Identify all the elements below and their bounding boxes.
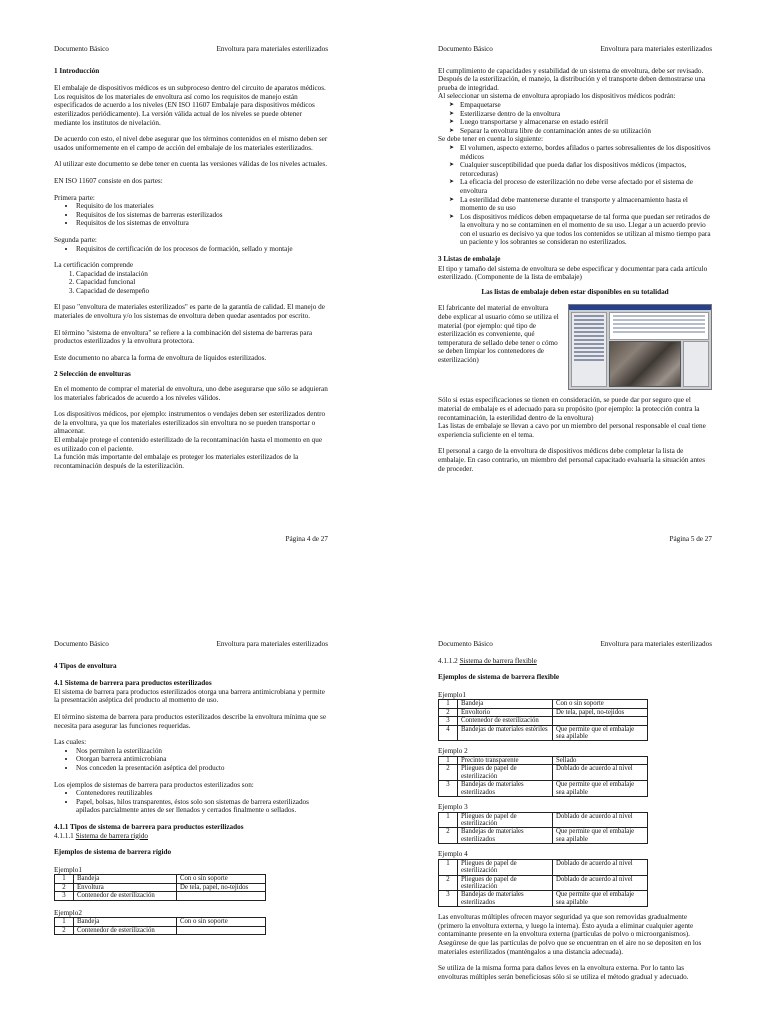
example-table xyxy=(54,874,266,900)
header-left: Documento Básico xyxy=(438,45,493,53)
heading-ejemplos-flexible: Ejemplos de sistema de barrera flexible xyxy=(438,673,560,682)
table-row xyxy=(55,875,266,883)
example-title: Ejemplo 2 xyxy=(438,747,468,756)
paragraph: En el momento de comprar el material de envoltura, uno debe asegurarse que sólo se adquieran los materiales fabricados de acuerdo a los niveles válidos. xyxy=(54,385,328,402)
part2-list xyxy=(54,245,328,254)
list-label: Segunda parte: xyxy=(54,235,97,244)
table-cell: Pliegues de papel de esterilización xyxy=(458,765,553,781)
header-right: Envoltura para materiales esterilizados xyxy=(216,640,328,648)
table-cell: 1 xyxy=(439,700,458,708)
list-item: ➤ La esterilidad debe mantenerse durante el transporte y almacenamiento hasta el momento de su uso xyxy=(460,196,712,213)
table-cell xyxy=(553,717,648,725)
paragraph: Se utiliza de la misma forma para daños leves en la envoltura externa. Por lo tanto las envolturas múltiples serán beneficiosas sólo si se utiliza el método gradual y adecuado. xyxy=(438,964,689,981)
table-cell: 3 xyxy=(55,892,74,900)
heading-text: Sistema de barrera rígido xyxy=(75,831,149,840)
centered-heading: Las listas de embalaje deben estar disponibles en su totalidad xyxy=(481,287,669,296)
list-item: • Contenedores reutilizables xyxy=(76,789,328,798)
table-cell: Bandejas de materiales esterilizados xyxy=(458,781,553,797)
heading-number: 4.1.1.2 xyxy=(438,656,460,665)
table-row xyxy=(439,765,648,781)
paragraph: Al seleccionar un sistema de envoltura apropiado los dispositivos médicos podrán: xyxy=(438,92,676,101)
heading-listas: 3 Listas de embalaje xyxy=(438,255,501,264)
paragraph: El término "sistema de envoltura" se refiere a la combinación del sistema de barreras para productos esterilizados y la envoltura protectora. xyxy=(54,328,313,346)
list-item: • Requisitos de certificación de los procesos de formación, sellado y montaje xyxy=(76,245,328,254)
table-cell: Doblado de acuerdo al nivel xyxy=(553,812,648,828)
page-number: Página 4 de 27 xyxy=(285,535,328,543)
example-title: Ejemplo2 xyxy=(54,908,82,917)
example-table xyxy=(438,812,648,845)
example-table xyxy=(438,756,648,797)
paragraph: Sólo si estas especificaciones se tienen en consideración, se puede dar por seguro que el material de embalaje es el adecuado para su propósito (por ejemplo: la protección contra la recontaminación, la esterilidad dentro de la envoltura) xyxy=(438,396,700,422)
figure-caption-text: El fabricante del material de envoltura debe explicar al usuario cómo se utiliza el material (por ejemplo: qué tipo de esterilización es conveniente, qué temperatura de sellado debe tener o cómo se deben limpiar los contenedores de esterilización) xyxy=(438,304,559,364)
paragraph: Se debe tener en cuenta lo siguiente: xyxy=(438,135,543,144)
paragraph: De acuerdo con esto, el nivel debe asegurar que los términos contenidos en el mismo deben ser usados uniformemente en el campo de acción del embalaje de los materiales esterilizados. xyxy=(54,135,328,152)
table-cell: Doblado de acuerdo al nivel xyxy=(553,765,648,781)
list-item: ➤ Los dispositivos médicos deben empaquetarse de tal forma que puedan ser retirados de la envoltura y no se contaminen en el momento de su uso. Llegar a un acuerdo previo con el usuario es decisivo ya que todos los contenidos se utilizan al mismo tiempo para un paciente y los sobrantes se consideran no esterilizados. xyxy=(460,213,712,247)
table-row xyxy=(439,859,648,875)
part1-list xyxy=(54,202,328,228)
paragraph: Los ejemplos de sistemas de barrera para productos esterilizados son: xyxy=(54,780,254,789)
list-item: 1. Capacidad de instalación xyxy=(76,270,328,279)
table-cell: Que permite que el embalaje sea apilable xyxy=(553,781,648,797)
list-item: ➤ El volumen, aspecto externo, bordes afilados o partes sobresalientes de los dispositivos médicos xyxy=(460,144,712,161)
table-cell: Con o sin soporte xyxy=(177,918,266,926)
list-label: La certificación comprende xyxy=(54,261,134,270)
table-cell: Bandeja xyxy=(74,875,177,883)
example-title: Ejemplo 4 xyxy=(438,850,468,859)
table-row xyxy=(439,828,648,844)
table-cell: Sellado xyxy=(553,757,648,765)
page-header xyxy=(438,640,712,649)
heading-text: Sistema de barrera flexible xyxy=(459,656,537,665)
heading-seleccion: 2 Selección de envolturas xyxy=(54,370,131,379)
screenshot-table xyxy=(609,312,709,340)
table-cell: Que permite que el embalaje sea apilable xyxy=(553,725,648,741)
table-cell: Bandejas de materiales esterilizados xyxy=(458,891,553,907)
table-cell: Bandeja xyxy=(74,918,177,926)
example-table xyxy=(438,859,648,907)
paragraph: El personal a cargo de la envoltura de dispositivos médicos debe completar la lista de embalaje. En caso contrario, un miembro del personal capacitado evaluaría la situación antes de proceder. xyxy=(438,447,706,473)
examples-list xyxy=(54,789,328,815)
header-left: Documento Básico xyxy=(438,640,493,648)
example-title: Ejemplo 3 xyxy=(438,803,468,812)
table-cell: 1 xyxy=(439,859,458,875)
paragraph: El término sistema de barrera para productos esterilizados describe la envoltura mínima que se necesita para asegurar las funciones requeridas. xyxy=(54,712,327,730)
table-cell: Contenedor de esterilización xyxy=(74,926,177,934)
list-item: ➤ La eficacia del proceso de esterilización no debe verse afectado por el sistema de envoltura xyxy=(460,178,712,195)
heading-introduccion: 1 Introducción xyxy=(54,66,100,75)
paragraph: La función más importante del embalaje es proteger los materiales esterilizados de la recontaminación después de la esterilización. xyxy=(54,453,299,470)
table-cell: Contenedor de esterilización xyxy=(458,717,553,725)
heading-4-1-1: 4.1.1 Tipos de sistema de barrera para productos esterilizados xyxy=(54,822,244,831)
table-cell: Que permite que el embalaje sea apilable xyxy=(553,828,648,844)
list-label: Las cuales: xyxy=(54,738,87,747)
list-item: ➤ Esterilizarse dentro de la envoltura xyxy=(460,110,712,119)
example-table xyxy=(438,699,648,741)
paragraph: Las envolturas múltiples ofrecen mayor seguridad ya que son removidas gradualmente (primero la envoltura externa, y luego la interna). Ésto ayuda a eliminar cualquier agente contaminante presente en la envoltura externa (partículas de polvo o microorganismos). Asegúrese de que las partículas de polvo que se encuentran en el aire no se depositen en los materiales esterilizados (manténgalos a una distancia adecuada). xyxy=(438,913,702,956)
table-cell: Precinto transparente xyxy=(458,757,553,765)
instrument-tray-photo xyxy=(609,341,681,387)
document-page-5 xyxy=(438,45,712,545)
list-item: • Requisitos de los sistemas de barreras esterilizados xyxy=(76,211,328,220)
table-row xyxy=(439,725,648,741)
list-item: ➤ Empaquetarse xyxy=(460,101,712,110)
table-cell: Pliegues de papel de esterilización xyxy=(458,859,553,875)
header-right: Envoltura para materiales esterilizados xyxy=(216,45,328,53)
table-cell: 1 xyxy=(55,918,74,926)
paragraph: El sistema de barrera para productos esterilizados otorga una barrera antimicrobiana y permite la presentación aséptica del producto al momento de uso. xyxy=(54,687,325,705)
list-item: ➤ Separar la envoltura libre de contaminación antes de su utilización xyxy=(460,127,712,136)
heading-4-1: 4.1 Sistema de barrera para productos esterilizados xyxy=(54,679,212,688)
paragraph: El cumplimiento de capacidades y estabilidad de un sistema de envoltura, debe ser revisado. Después de la esterilización, el manejo, la distribución y el transporte deben demostrarse una prueba de integridad. xyxy=(438,66,706,92)
header-left: Documento Básico xyxy=(54,640,109,648)
table-cell: 2 xyxy=(439,828,458,844)
table-cell: Con o sin soporte xyxy=(553,700,648,708)
table-cell: 1 xyxy=(439,812,458,828)
document-page-6 xyxy=(54,640,328,1024)
table-cell: 1 xyxy=(55,875,74,883)
list-label: Primera parte: xyxy=(54,193,95,202)
table-cell: 2 xyxy=(55,926,74,934)
table-row xyxy=(439,717,648,725)
screenshot-titlebar xyxy=(569,305,711,310)
table-cell: 1 xyxy=(439,757,458,765)
table-cell: De tela, papel, no-tejidos xyxy=(553,708,648,716)
table-row xyxy=(55,918,266,926)
table-cell: Pliegues de papel de esterilización xyxy=(458,812,553,828)
heading-4-1-1-1 xyxy=(54,832,328,841)
page-header xyxy=(54,640,328,649)
table-cell: Pliegues de papel de esterilización xyxy=(458,875,553,891)
paragraph: Este documento no abarca la forma de envoltura de líquidos esterilizados. xyxy=(54,353,267,362)
table-cell: Envoltura xyxy=(74,883,177,891)
cuales-list xyxy=(54,747,328,773)
list-item: • Otorgan barrera antimicrobiana xyxy=(76,755,328,764)
software-screenshot-image xyxy=(568,304,712,390)
arrow-list xyxy=(438,144,712,247)
table-cell: Doblado de acuerdo al nivel xyxy=(553,859,648,875)
figure-block xyxy=(438,304,712,390)
example-table xyxy=(54,917,266,935)
table-cell: 2 xyxy=(55,883,74,891)
list-item: ➤ Cualquier susceptibilidad que pueda dañar los dispositivos médicos (impactos, retorceduras) xyxy=(460,161,712,178)
table-row xyxy=(55,883,266,891)
document-page-7 xyxy=(438,640,712,1024)
arrow-list xyxy=(438,101,712,135)
table-row xyxy=(439,757,648,765)
table-row xyxy=(439,875,648,891)
table-row xyxy=(55,892,266,900)
heading-4-1-1-2 xyxy=(438,657,712,666)
document-page-4 xyxy=(54,45,328,545)
heading-tipos: 4 Tipos de envoltura xyxy=(54,661,117,670)
list-item: • Requisito de los materiales xyxy=(76,202,328,211)
paragraph: Las listas de embalaje se llevan a cavo por un miembro del personal responsable el cual tiene experiencia suficiente en el tema. xyxy=(438,422,706,439)
table-row xyxy=(439,812,648,828)
list-item: • Nos permiten la esterilización xyxy=(76,747,328,756)
header-right: Envoltura para materiales esterilizados xyxy=(600,45,712,53)
table-row xyxy=(439,891,648,907)
list-item: 2. Capacidad funcional xyxy=(76,278,328,287)
table-cell: 2 xyxy=(439,875,458,891)
page-header xyxy=(54,45,328,54)
paragraph: El tipo y tamaño del sistema de envoltura se debe especificar y documentar para cada artículo esterilizado. (Componente de la lista de embalaje) xyxy=(438,264,708,282)
list-item: • Requisitos de los sistemas de envoltura xyxy=(76,219,328,228)
example-title: Ejemplo1 xyxy=(54,865,82,874)
list-item: ➤ Luego transportarse y almacenarse en estado estéril xyxy=(460,118,712,127)
paragraph: EN ISO 11607 consiste en dos partes: xyxy=(54,176,163,185)
table-row xyxy=(439,708,648,716)
table-cell: 2 xyxy=(439,708,458,716)
table-cell: Contenedor de esterilización xyxy=(74,892,177,900)
table-cell: 3 xyxy=(439,717,458,725)
table-cell xyxy=(177,926,266,934)
table-cell: Bandejas de materiales estériles xyxy=(458,725,553,741)
table-cell: Envoltorio xyxy=(458,708,553,716)
list-item: • Nos conceden la presentación aséptica del producto xyxy=(76,764,328,773)
paragraph: El embalaje de dispositivos médicos es un subproceso dentro del circuito de aparatos médicos. Los requisitos de los materiales de envoltura así como los requisitos de manejo están especificados de acuerdo a los niveles (EN ISO 11607 Embalaje para dispositivos médicos esterilizados periódicamente). La versión válida actual de los niveles se puede obtener mediante los institutos de nivelación. xyxy=(54,84,326,127)
table-cell: 3 xyxy=(439,891,458,907)
table-cell: Bandeja xyxy=(458,700,553,708)
table-cell: Doblado de acuerdo al nivel xyxy=(553,875,648,891)
list-item: 3. Capacidad de desempeño xyxy=(76,287,328,296)
paragraph: Los dispositivos médicos, por ejemplo: instrumentos o vendajes deben ser esterilizados dentro de la envoltura, ya que los materiales esterilizados sin envoltura no se pueden transportar o almacenar. xyxy=(54,410,326,436)
heading-number: 4.1.1.1 xyxy=(54,831,76,840)
table-row xyxy=(55,926,266,934)
screenshot-side-panel xyxy=(683,341,709,387)
table-row xyxy=(439,700,648,708)
page-header xyxy=(438,45,712,54)
paragraph: El paso "envoltura de materiales esterilizados" es parte de la garantía de calidad. El manejo de materiales de envoltura y/o los sistemas de envoltura deben quedar asentados por escrito. xyxy=(54,303,325,321)
example-title: Ejemplo1 xyxy=(438,690,466,699)
heading-ejemplos-rigido: Ejemplos de sistema de barrera rígido xyxy=(54,848,172,857)
paragraph: Al utilizar este documento se debe tener en cuenta las versiones válidas de los niveles actuales. xyxy=(54,160,328,169)
table-cell: 3 xyxy=(439,781,458,797)
list-item: • Papel, bolsas, hilos transparentes, éstos solo son sistemas de barrera esterilizados apilados parcialmente antes de ser llenados y cerrados finalmente o sellados. xyxy=(76,798,328,815)
cert-list xyxy=(54,270,328,296)
table-cell xyxy=(177,892,266,900)
table-row xyxy=(439,781,648,797)
paragraph: El embalaje protege el contenido esterilizado de la recontaminación hasta el momento en que es utilizado con el paciente. xyxy=(54,436,323,453)
header-right: Envoltura para materiales esterilizados xyxy=(600,640,712,648)
screenshot-left-panel xyxy=(571,312,607,387)
header-left: Documento Básico xyxy=(54,45,109,53)
table-cell: Con o sin soporte xyxy=(177,875,266,883)
page-number: Página 5 de 27 xyxy=(669,535,712,543)
table-cell: Que permite que el embalaje sea apilable xyxy=(553,891,648,907)
table-cell: De tela, papel, no-tejidos xyxy=(177,883,266,891)
table-cell: 2 xyxy=(439,765,458,781)
table-cell: Bandejas de materiales esterilizados xyxy=(458,828,553,844)
table-cell: 4 xyxy=(439,725,458,741)
